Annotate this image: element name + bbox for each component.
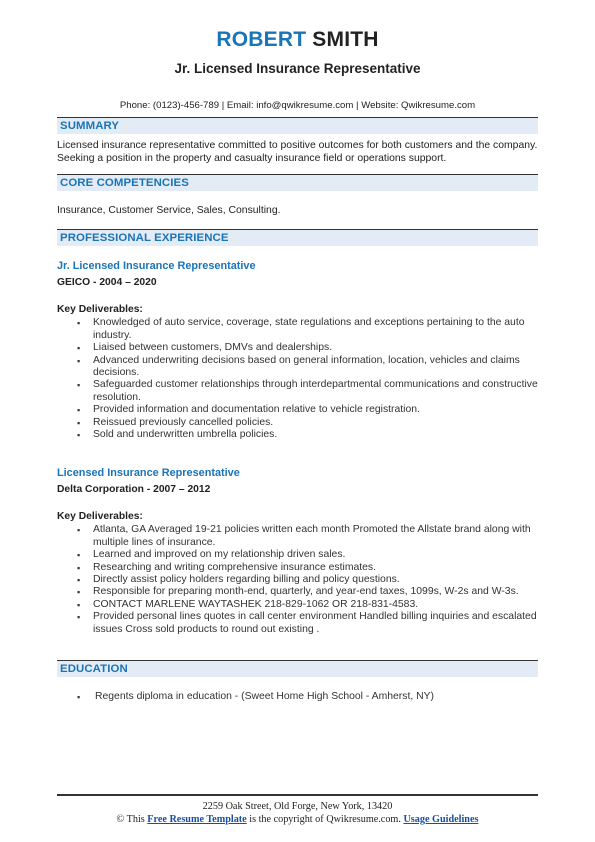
list-item: ▪ Learned and improved on my relationship driven sales.	[77, 549, 538, 561]
key-deliverables-label: Key Deliverables:	[57, 511, 143, 523]
competencies-section	[57, 205, 538, 218]
list-item: ▪ Provided personal lines quotes in call center environment Handled billing inquiries and escalated issues Cross sold products to round out existing .	[77, 611, 538, 636]
copyright-prefix: © This	[116, 814, 145, 825]
footer-copyright	[57, 814, 538, 825]
list-item: ▪ Advanced underwriting decisions based on general information, location, vehicles and claims decisions.	[77, 355, 538, 380]
copyright-middle: is the copyright of Qwikresume.com.	[249, 814, 401, 825]
summary-text: Licensed insurance representative committed to positive outcomes for both customers and the company. Seeking a position in the property and casualty insurance field or operations support.	[57, 140, 538, 164]
job-role: Jr. Licensed Insurance Representative	[57, 260, 256, 273]
list-item: ▪ Provided information and documentation relative to vehicle registration.	[77, 404, 538, 416]
deliverables-list	[77, 524, 538, 636]
contact-info: Phone: (0123)-456-789 | Email: info@qwikresume.com | Website: Qwikresume.com	[119, 100, 476, 111]
job-entry	[57, 260, 538, 441]
job-entry	[57, 467, 538, 636]
last-name: SMITH	[312, 28, 379, 51]
usage-guidelines-link[interactable]: Usage Guidelines	[403, 814, 479, 825]
deliverables-list	[77, 317, 538, 441]
list-item: ▪ Responsible for preparing month-end, quarterly, and year-end taxes, 1099s, W-2s and W-3s.	[77, 586, 538, 598]
summary-section	[57, 140, 538, 166]
education-heading: EDUCATION	[57, 660, 538, 677]
list-item: ▪ Directly assist policy holders regarding billing and policy questions.	[77, 574, 538, 586]
list-item: ▪ Liaised between customers, DMVs and dealerships.	[77, 342, 538, 354]
resume-header	[0, 0, 595, 111]
list-item: ▪ Regents diploma in education - (Sweet Home High School - Amherst, NY)	[77, 691, 538, 703]
list-item: ▪ Researching and writing comprehensive insurance estimates.	[77, 562, 538, 574]
job-company: Delta Corporation - 2007 – 2012	[57, 484, 211, 496]
key-deliverables-label: Key Deliverables:	[57, 304, 143, 316]
page-footer	[57, 794, 538, 825]
list-item: ▪ Sold and underwritten umbrella policies.	[77, 429, 538, 441]
job-role: Licensed Insurance Representative	[57, 467, 240, 480]
competencies-heading: CORE COMPETENCIES	[57, 174, 538, 191]
first-name: ROBERT	[216, 28, 307, 51]
education-section	[57, 691, 538, 703]
list-item: ▪ Reissued previously cancelled policies.	[77, 417, 538, 429]
list-item: ▪ Safeguarded customer relationships through interdepartmental communications and constructive resolution.	[77, 379, 538, 404]
list-item: ▪ Atlanta, GA Averaged 19-21 policies written each month Promoted the Allstate brand along with multiple lines of insurance.	[77, 524, 538, 549]
list-item: ▪ CONTACT MARLENE WAYTASHEK 218-829-1062 OR 218-831-4583.	[77, 599, 538, 611]
experience-heading: PROFESSIONAL EXPERIENCE	[57, 229, 538, 246]
education-list	[77, 691, 538, 703]
footer-address: 2259 Oak Street, Old Forge, New York, 13420	[202, 801, 393, 812]
competencies-text: Insurance, Customer Service, Sales, Consulting.	[57, 204, 281, 216]
job-company: GEICO - 2004 – 2020	[57, 277, 157, 289]
job-title: Jr. Licensed Insurance Representative	[174, 61, 421, 76]
list-item: ▪ Knowledged of auto service, coverage, state regulations and exceptions pertaining to the auto industry.	[77, 317, 538, 342]
candidate-name	[0, 28, 595, 52]
free-resume-template-link[interactable]: Free Resume Template	[147, 814, 247, 825]
summary-heading: SUMMARY	[57, 117, 538, 134]
